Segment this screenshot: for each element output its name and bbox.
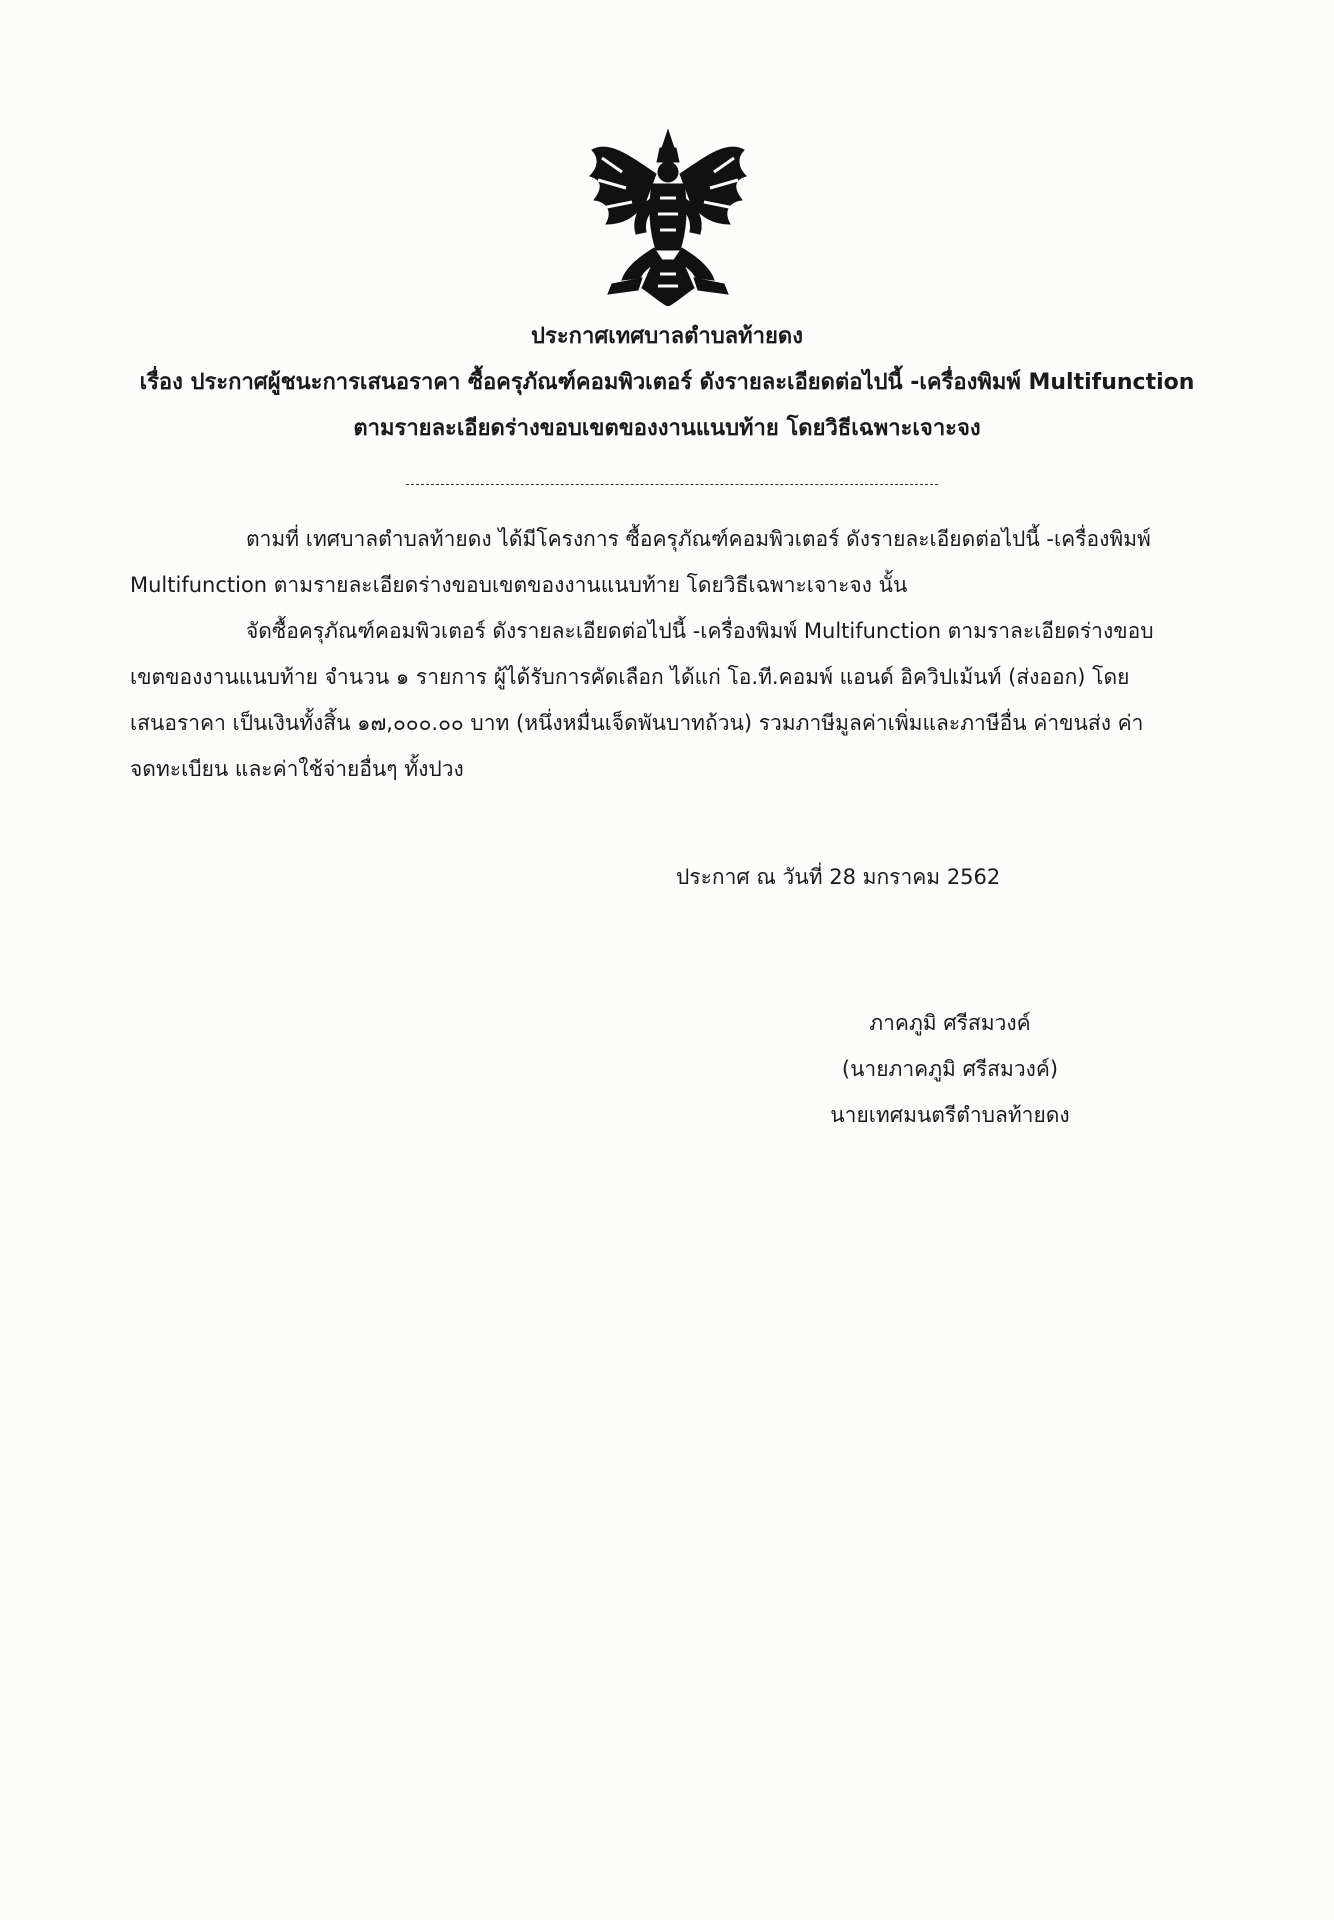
- paragraph-1-line-2: Multifunction ตามรายละเอียดร่างขอบเขตของงานแนบท้าย โดยวิธีเฉพาะเจาะจง นั้น: [130, 573, 908, 597]
- garuda-emblem-icon: [582, 128, 754, 306]
- signature-block: [780, 1008, 1120, 1146]
- signature-name: ภาคภูมิ ศรีสมวงค์: [869, 1011, 1031, 1035]
- announcement-title: ประกาศเทศบาลตำบลท้ายดง: [531, 324, 803, 349]
- announcement-subject: เรื่อง ประกาศผู้ชนะการเสนอราคา ซื้อครุภัณฑ์คอมพิวเตอร์ ดังรายละเอียดต่อไปนี้ -เครื่องพิมพ์ Multifunction: [139, 370, 1195, 395]
- paragraph-2-line-4: จดทะเบียน และค่าใช้จ่ายอื่นๆ ทั้งปวง: [130, 757, 464, 781]
- title-divider: [406, 484, 938, 485]
- paragraph-1-line-1: ตามที่ เทศบาลตำบลท้ายดง ได้มีโครงการ ซื้อครุภัณฑ์คอมพิวเตอร์ ดังรายละเอียดต่อไปนี้ -เครื่องพิมพ์: [246, 527, 1151, 551]
- announcement-subject-continued: ตามรายละเอียดร่างขอบเขตของงานแนบท้าย โดยวิธีเฉพาะเจาะจง: [353, 416, 981, 441]
- signatory-position: นายเทศมนตรีตำบลท้ายดง: [830, 1103, 1070, 1127]
- paragraph-2-line-1: จัดซื้อครุภัณฑ์คอมพิวเตอร์ ดังรายละเอียดต่อไปนี้ -เครื่องพิมพ์ Multifunction ตามราละเอียดร่างขอบ: [246, 619, 1154, 643]
- paragraph-2-line-3: เสนอราคา เป็นเงินทั้งสิ้น ๑๗,๐๐๐.๐๐ บาท (หนึ่งหมื่นเจ็ดพันบาทถ้วน) รวมภาษีมูลค่าเพิ่มและภาษีอื่น ค่าขนส่ง ค่า: [130, 711, 1144, 735]
- paragraph-2-line-2: เขตของงานแนบท้าย จำนวน ๑ รายการ ผู้ได้รับการคัดเลือก ได้แก่ โอ.ที.คอมพ์ แอนด์ อิควิปเม้นท์ (ส่งออก) โดย: [130, 665, 1130, 689]
- signatory-full-name: (นายภาคภูมิ ศรีสมวงค์): [841, 1057, 1059, 1081]
- announcement-date: ประกาศ ณ วันที่ 28 มกราคม 2562: [676, 865, 1001, 889]
